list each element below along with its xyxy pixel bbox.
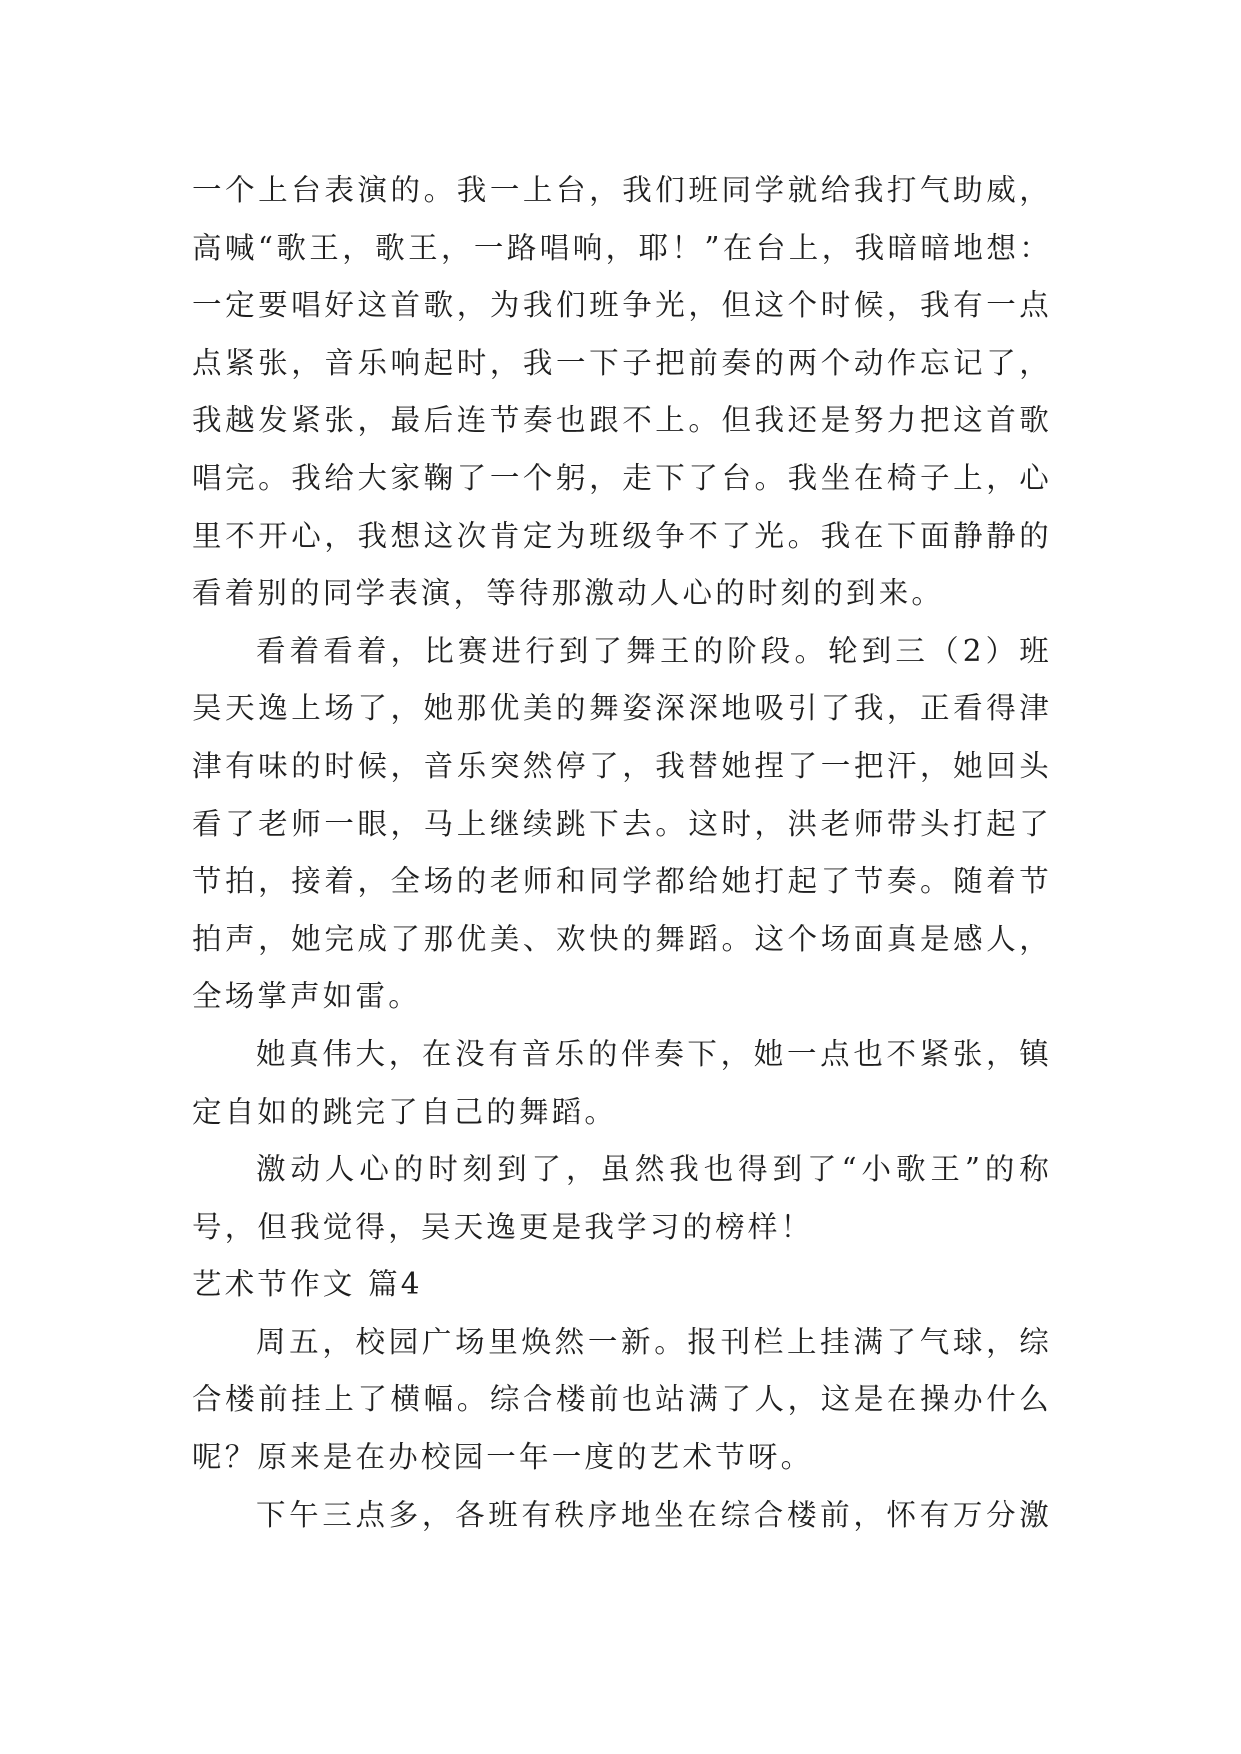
- text-line: 点紧张，音乐响起时，我一下子把前奏的两个动作忘记了，: [192, 345, 1052, 380]
- text-line: 激动人心的时刻到了，虽然我也得到了“小歌王”的称: [256, 1152, 1052, 1187]
- text-line: 高喊“歌王，歌王，一路唱响，耶！”在台上，我暗暗地想：: [192, 230, 1052, 265]
- paragraph: [192, 1487, 1052, 1545]
- text-line: 看了老师一眼，马上继续跳下去。这时，洪老师带头打起了: [192, 806, 1052, 841]
- document-body: [192, 162, 1052, 1544]
- text-line: 津有味的时候，音乐突然停了，我替她捏了一把汗，她回头: [192, 748, 1052, 783]
- text-line: 一定要唱好这首歌，为我们班争光，但这个时候，我有一点: [192, 288, 1052, 323]
- text-line: 看着看着，比赛进行到了舞王的阶段。轮到三（2）班: [256, 633, 1052, 668]
- text-line: 唱完。我给大家鞠了一个躬，走下了台。我坐在椅子上，心: [192, 460, 1052, 495]
- text-line: 我越发紧张，最后连节奏也跟不上。但我还是努力把这首歌: [192, 403, 1052, 438]
- text-line: 号，但我觉得，吴天逸更是我学习的榜样！: [192, 1209, 814, 1244]
- text-line: 拍声，她完成了那优美、欢快的舞蹈。这个场面真是感人，: [192, 921, 1052, 956]
- section-heading-text: 艺术节作文 篇4: [192, 1267, 423, 1302]
- text-line: 吴天逸上场了，她那优美的舞姿深深地吸引了我，正看得津: [192, 691, 1052, 726]
- paragraph: [192, 623, 1052, 1026]
- text-line: 下午三点多，各班有秩序地坐在综合楼前，怀有万分激: [256, 1497, 1052, 1532]
- text-line: 定自如的跳完了自己的舞蹈。: [192, 1094, 618, 1129]
- text-line: 全场掌声如雷。: [192, 979, 421, 1014]
- paragraph: [192, 162, 1052, 623]
- section-heading: [192, 1256, 1052, 1314]
- paragraph: [192, 1026, 1052, 1141]
- text-line: 看着别的同学表演，等待那激动人心的时刻的到来。: [192, 576, 945, 611]
- text-line: 里不开心，我想这次肯定为班级争不了光。我在下面静静的: [192, 518, 1052, 553]
- text-line: 一个上台表演的。我一上台，我们班同学就给我打气助威，: [192, 173, 1052, 207]
- paragraph: [192, 1314, 1052, 1487]
- text-line: 她真伟大，在没有音乐的伴奏下，她一点也不紧张，镇: [256, 1036, 1052, 1071]
- text-line: 周五，校园广场里焕然一新。报刊栏上挂满了气球，综: [256, 1324, 1052, 1359]
- text-line: 合楼前挂上了横幅。综合楼前也站满了人，这是在操办什么: [192, 1382, 1052, 1417]
- text-line: 节拍，接着，全场的老师和同学都给她打起了节奏。随着节: [192, 864, 1052, 899]
- paragraph: [192, 1141, 1052, 1256]
- text-line: 呢？原来是在办校园一年一度的艺术节呀。: [192, 1440, 814, 1475]
